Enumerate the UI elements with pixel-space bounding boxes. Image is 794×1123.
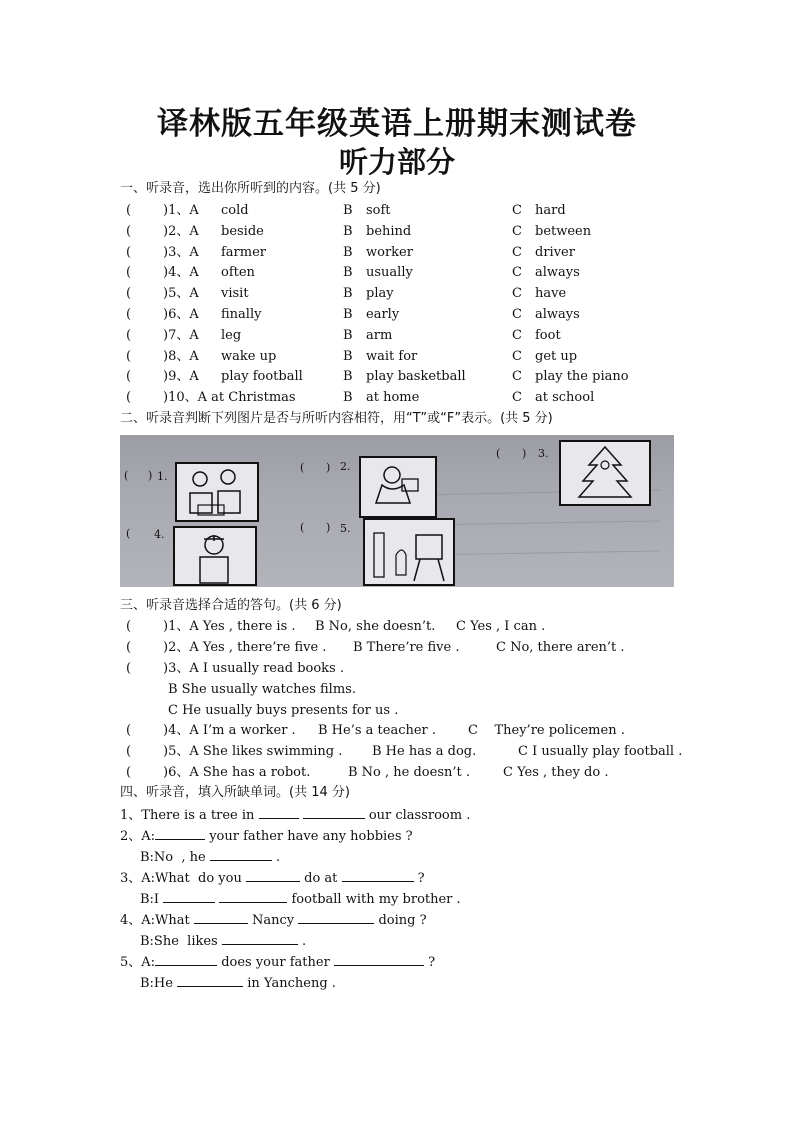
answer-paren: ( (126, 327, 132, 343)
section-3-heading: 三、听录音选择合适的答句。(共 6 分) (120, 598, 342, 613)
fill-line-5a: 5、A: does your father ? (120, 955, 436, 970)
question-number: )4、A (163, 265, 199, 281)
option-c: C Yes , I can . (456, 619, 546, 634)
question-text: )1、A Yes , there is . (163, 619, 296, 634)
option-c: always (535, 307, 580, 322)
svg-text:): ) (522, 447, 527, 460)
picture-2-label: 2. (340, 460, 351, 473)
answer-paren: ( (126, 265, 132, 281)
question-number: )8、A (163, 348, 199, 364)
option-c-letter: C (512, 327, 522, 343)
option-b: early (366, 307, 400, 322)
question-number: )1、A (163, 203, 199, 218)
section-2-heading: 二、听录音判断下列图片是否与所听内容相符，用“T”或“F”表示。(共 5 分) (120, 411, 553, 426)
option-b: worker (366, 244, 413, 260)
option-c: always (535, 265, 580, 281)
answer-paren: ( (126, 640, 132, 655)
page-title: 译林版五年级英语上册期末测试卷 (157, 106, 637, 142)
picture-5-frame (364, 519, 454, 585)
answer-paren: ( (126, 223, 132, 239)
option-c: hard (535, 203, 566, 218)
option-b: arm (366, 327, 393, 343)
option-c: driver (535, 244, 575, 260)
option-c-letter: C (512, 390, 522, 406)
option-b-letter: B (343, 244, 353, 260)
option-b-letter: B (343, 348, 353, 364)
question-number: )3、A (163, 244, 199, 260)
picture-3-label: 3. (538, 447, 549, 460)
option-c: C I usually play football . (518, 744, 683, 759)
option-c: at school (535, 390, 595, 406)
fill-line-4a: 4、A:What Nancy doing ? (120, 913, 427, 928)
option-c-letter: C (512, 223, 522, 239)
option-b: B No , he doesn’t . (348, 765, 470, 780)
option-b: play basketball (366, 369, 466, 385)
q3-option-b: B She usually watches films. (168, 682, 356, 697)
picture-1-label: 1. (157, 470, 168, 483)
option-c: have (535, 286, 567, 302)
option-a: beside (221, 223, 264, 239)
option-b: B There’re five . (353, 640, 460, 655)
picture-2-frame (360, 457, 436, 517)
pictures-svg (120, 435, 674, 587)
option-a: cold (221, 203, 249, 218)
option-a: wake up (221, 348, 277, 364)
fill-line-2b: B:No , he . (140, 850, 281, 865)
picture-1-frame (176, 463, 258, 521)
option-b: B He has a dog. (372, 744, 477, 759)
option-b-letter: B (343, 223, 353, 239)
option-c-letter: C (512, 203, 522, 218)
option-c-letter: C (512, 265, 522, 281)
answer-paren: ( (126, 307, 132, 322)
picture-4-label: 4. (154, 528, 165, 541)
option-a: finally (221, 307, 262, 322)
option-c: get up (535, 348, 578, 364)
fill-line-2a: 2、A: your father have any hobbies ? (120, 829, 413, 844)
svg-text:(: ( (126, 527, 131, 540)
answer-paren: ( (126, 244, 132, 260)
question-number: )2、A (163, 223, 199, 239)
pictures-photo (120, 435, 674, 587)
option-b-letter: B (343, 390, 353, 406)
answer-paren: ( (126, 286, 132, 302)
fill-line-5b: B:He in Yancheng . (140, 976, 336, 991)
option-b: at home (366, 390, 420, 406)
option-c-letter: C (512, 286, 522, 302)
page-subtitle: 听力部分 (338, 145, 455, 179)
svg-text:(: ( (300, 461, 305, 474)
option-b: B He’s a teacher . (318, 723, 437, 738)
option-c-letter: C (512, 369, 522, 385)
question-text: )4、A I’m a worker . (163, 723, 296, 738)
option-a: leg (221, 327, 242, 343)
question-number: )9、A (163, 369, 199, 385)
svg-text:(: ( (124, 469, 129, 482)
answer-paren: ( (126, 390, 132, 406)
option-b: behind (366, 223, 412, 239)
option-c: C They’re policemen . (468, 723, 625, 738)
option-b-letter: B (343, 286, 353, 302)
option-b-letter: B (343, 327, 353, 343)
option-b-letter: B (343, 369, 353, 385)
option-c: C Yes , they do . (503, 765, 609, 780)
fill-line-4b: B:She likes . (140, 934, 307, 949)
question-text: )3、A I usually read books . (163, 661, 344, 676)
answer-paren: ( (126, 744, 132, 759)
question-number: )10、A at Christmas (163, 390, 296, 406)
svg-text:): ) (148, 469, 153, 482)
svg-text:(: ( (496, 447, 501, 460)
option-b: usually (366, 265, 413, 281)
q3-option-c: C He usually buys presents for us . (168, 703, 399, 718)
option-c: play the piano (535, 369, 629, 385)
question-text: )2、A Yes , there’re five . (163, 640, 327, 655)
fill-line-3b: B:I football with my brother . (140, 892, 461, 907)
question-text: )6、A She has a robot. (163, 765, 311, 780)
answer-paren: ( (126, 369, 132, 385)
answer-paren: ( (126, 203, 132, 218)
svg-text:): ) (326, 521, 331, 534)
svg-text:(: ( (300, 521, 305, 534)
section-4-heading: 四、听录音，填入所缺单词。(共 14 分) (120, 785, 350, 800)
picture-5-label: 5. (340, 522, 351, 535)
svg-text:): ) (326, 461, 331, 474)
fill-line-1: 1、There is a tree in our classroom . (120, 808, 471, 823)
option-b: play (366, 286, 394, 302)
question-number: )5、A (163, 286, 199, 302)
option-a: farmer (221, 244, 267, 260)
option-b-letter: B (343, 265, 353, 281)
answer-paren: ( (126, 661, 132, 676)
option-c-letter: C (512, 244, 522, 260)
option-c-letter: C (512, 348, 522, 364)
answer-paren: ( (126, 765, 132, 780)
question-number: )7、A (163, 327, 199, 343)
option-c: between (535, 223, 592, 239)
option-b: B No, she doesn’t. (315, 619, 436, 634)
picture-3-frame (560, 441, 650, 505)
option-a: play football (221, 369, 303, 385)
option-b-letter: B (343, 203, 353, 218)
section-1-heading: 一、听录音，选出你所听到的内容。(共 5 分) (120, 181, 381, 196)
answer-paren: ( (126, 619, 132, 634)
option-a: often (221, 265, 255, 281)
answer-paren: ( (126, 348, 132, 364)
option-b: wait for (366, 348, 418, 364)
option-c-letter: C (512, 307, 522, 322)
option-c: C No, there aren’t . (496, 640, 625, 655)
fill-line-3a: 3、A:What do you do at ? (120, 871, 425, 886)
option-c: foot (535, 327, 561, 343)
question-text: )5、A She likes swimming . (163, 744, 343, 759)
option-b-letter: B (343, 307, 353, 322)
question-number: )6、A (163, 307, 199, 322)
option-a: visit (221, 286, 249, 302)
answer-paren: ( (126, 723, 132, 738)
option-b: soft (366, 203, 391, 218)
